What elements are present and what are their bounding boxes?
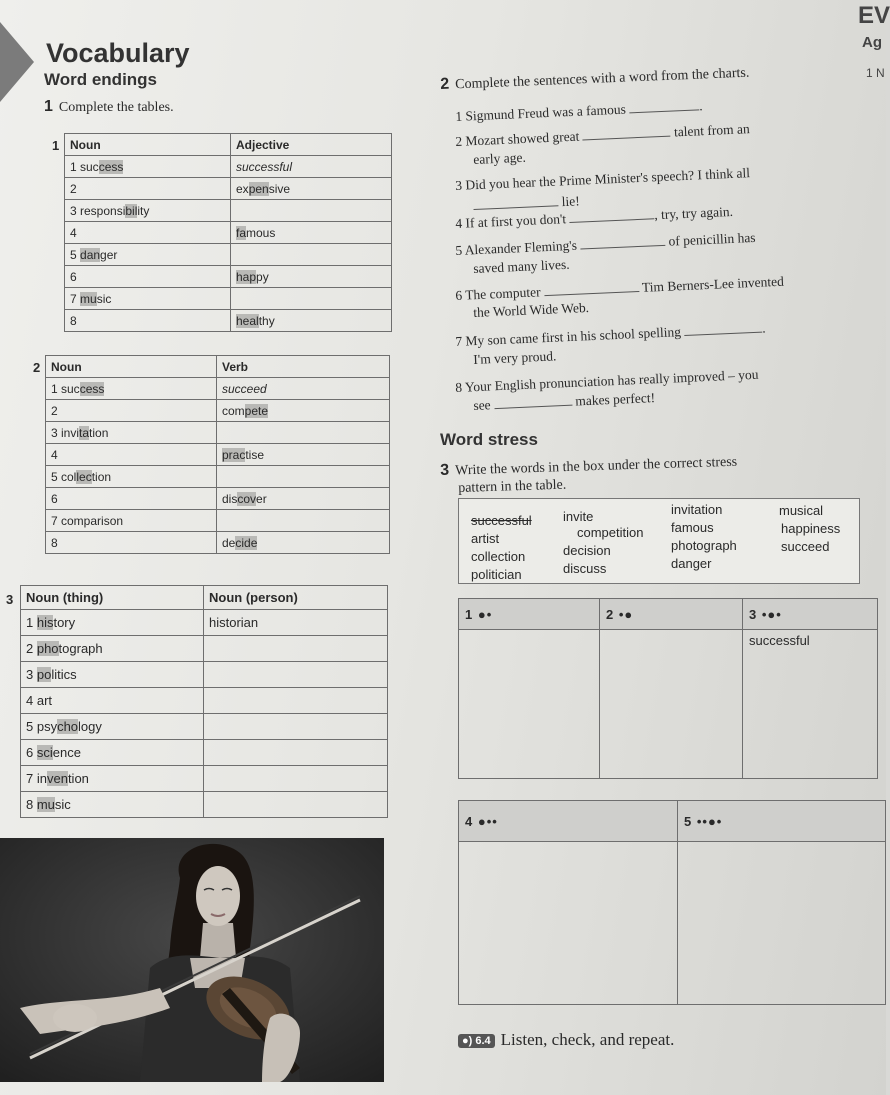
sentence-5 xyxy=(455,229,756,259)
audio-instruction xyxy=(458,1030,674,1050)
sentence-text: . xyxy=(761,320,766,336)
table-1-label: 1 xyxy=(52,138,60,153)
table-3-thing-person xyxy=(20,585,388,818)
sentence-text: , try, try again. xyxy=(654,203,734,223)
noun-cell: 7 comparison xyxy=(46,510,217,532)
table-row xyxy=(65,156,392,178)
thing-cell: 4 art xyxy=(21,688,204,714)
table-row xyxy=(21,740,388,766)
person-answer-cell[interactable] xyxy=(204,792,388,818)
stress-table-top xyxy=(458,598,878,779)
word-item[interactable]: succeed xyxy=(781,539,830,554)
sentence-5-cont: saved many lives. xyxy=(473,256,570,276)
adjective-answer-cell[interactable] xyxy=(231,200,392,222)
table-row xyxy=(46,510,390,532)
sentence-text: talent from an xyxy=(673,121,750,140)
stress-pattern-2: 2 •● xyxy=(600,599,743,630)
noun-cell: 1 success xyxy=(46,378,217,400)
thing-cell: 3 politics xyxy=(21,662,204,688)
table-row xyxy=(65,310,392,332)
table-row xyxy=(65,200,392,222)
sentence-text: Tim Berners-Lee invented xyxy=(641,273,785,295)
stress-header-row xyxy=(459,801,886,842)
sentence-3: 3 Did you hear the Prime Minister's speech? I think all xyxy=(455,165,751,193)
column-header: Adjective xyxy=(231,134,392,156)
exercise-2-number: 2 xyxy=(440,75,450,93)
stress-answer-cell-5[interactable] xyxy=(678,842,886,1005)
verb-cell: discover xyxy=(217,488,390,510)
sentence-text: 4 If at first you don't xyxy=(455,211,567,231)
noun-cell: 3 responsibility xyxy=(65,200,231,222)
stress-pattern-4: 4 ●•• xyxy=(459,801,678,842)
noun-cell: 5 collection xyxy=(46,466,217,488)
table-row xyxy=(46,532,390,554)
exercise-3-heading xyxy=(440,453,737,480)
table-header-row xyxy=(21,586,388,610)
person-answer-cell[interactable] xyxy=(204,662,388,688)
adjective-cell: happy xyxy=(231,266,392,288)
answer-blank[interactable] xyxy=(473,193,558,210)
stress-pattern-1: 1 ●• xyxy=(459,599,600,630)
thing-cell: 5 psychology xyxy=(21,714,204,740)
table-row xyxy=(65,244,392,266)
sentence-1 xyxy=(455,97,703,125)
table-row xyxy=(21,636,388,662)
verb-cell: practise xyxy=(217,444,390,466)
column-header: Noun xyxy=(65,134,231,156)
person-cell: historian xyxy=(204,610,388,636)
exercise-1-number: 1 xyxy=(44,98,53,115)
table-row xyxy=(21,766,388,792)
stress-answer-cell-2[interactable] xyxy=(600,630,743,779)
sentence-8: 8 Your English pronunciation has really improved – you xyxy=(455,366,759,395)
table-row xyxy=(21,714,388,740)
word-item[interactable]: competition xyxy=(577,525,644,540)
sentence-7 xyxy=(455,319,766,350)
word-item[interactable]: danger xyxy=(671,556,712,571)
stress-answer-row xyxy=(459,842,886,1005)
verb-answer-cell[interactable] xyxy=(217,466,390,488)
stress-answer-cell-3[interactable] xyxy=(743,630,878,779)
table-1-noun-adjective xyxy=(64,133,392,332)
noun-answer-cell[interactable]: 8 xyxy=(46,532,217,554)
adjective-answer-cell[interactable] xyxy=(231,244,392,266)
table-3-label: 3 xyxy=(6,592,14,607)
violinist-illustration-icon xyxy=(0,838,384,1082)
person-answer-cell[interactable] xyxy=(204,688,388,714)
person-answer-cell[interactable] xyxy=(204,740,388,766)
table-header-row xyxy=(46,356,390,378)
stress-table-bottom xyxy=(458,800,886,1005)
adjective-cell: expensive xyxy=(231,178,392,200)
exercise-2-instruction: Complete the sentences with a word from the charts. xyxy=(454,65,750,93)
sentence-text: 6 The computer xyxy=(455,284,541,303)
edge-text-2: Ag xyxy=(862,34,882,51)
stress-answer-cell-1[interactable] xyxy=(459,630,600,779)
verb-cell: compete xyxy=(217,400,390,422)
thing-cell: 1 history xyxy=(21,610,204,636)
thing-cell: 7 invention xyxy=(21,766,204,792)
answer-blank[interactable] xyxy=(494,393,572,409)
column-header: Noun xyxy=(46,356,217,378)
answer-blank[interactable] xyxy=(544,279,639,296)
word-stress-heading: Word stress xyxy=(440,430,538,449)
thing-cell: 6 science xyxy=(21,740,204,766)
noun-cell[interactable]: 8 xyxy=(65,310,231,332)
word-item[interactable]: invite xyxy=(563,509,594,524)
adjective-cell: successful xyxy=(231,156,392,178)
thing-cell: 8 music xyxy=(21,792,204,818)
table-row xyxy=(46,422,390,444)
column-header: Verb xyxy=(217,356,390,378)
column-header: Noun (person) xyxy=(204,586,388,610)
sentence-text: . xyxy=(698,98,703,114)
word-item[interactable]: famous xyxy=(671,520,714,535)
exercise-1-heading xyxy=(44,98,174,116)
sentence-2-cont: early age. xyxy=(473,149,527,167)
word-item[interactable]: artist xyxy=(471,531,500,546)
word-item[interactable]: invitation xyxy=(671,502,723,517)
noun-cell: 7 music xyxy=(65,288,231,310)
noun-answer-cell[interactable]: 2 xyxy=(46,400,217,422)
table-row xyxy=(65,178,392,200)
word-item[interactable]: musical xyxy=(779,503,824,518)
table-row xyxy=(65,288,392,310)
sentence-6 xyxy=(455,273,784,304)
table-row xyxy=(46,400,390,422)
stress-header-row xyxy=(459,599,878,630)
exercise-3-number: 3 xyxy=(440,461,450,479)
audio-track-number: 6.4 xyxy=(475,1035,491,1048)
thing-cell: 2 photograph xyxy=(21,636,204,662)
noun-cell[interactable]: 6 xyxy=(65,266,231,288)
noun-cell[interactable]: 4 xyxy=(65,222,231,244)
answer-blank[interactable] xyxy=(580,233,665,250)
person-answer-cell[interactable] xyxy=(204,714,388,740)
sentence-text: of penicillin has xyxy=(668,229,756,249)
audio-instruction-text: Listen, check, and repeat. xyxy=(500,1030,675,1049)
table-2-label: 2 xyxy=(33,360,41,375)
answer-blank[interactable] xyxy=(582,124,670,141)
page-title: Vocabulary xyxy=(46,38,190,68)
exercise-3-instruction-1: Write the words in the box under the correct stress xyxy=(454,454,738,479)
word-item[interactable]: discuss xyxy=(563,561,607,576)
section-tab-icon xyxy=(0,22,34,102)
person-answer-cell[interactable] xyxy=(204,766,388,792)
column-header: Noun (thing) xyxy=(21,586,204,610)
sentence-6-cont: the World Wide Web. xyxy=(473,299,590,320)
stress-answer-row xyxy=(459,630,878,779)
word-item: successful xyxy=(471,513,532,528)
verb-answer-cell[interactable] xyxy=(217,422,390,444)
answer-blank[interactable] xyxy=(569,206,654,223)
verb-answer-cell[interactable] xyxy=(217,510,390,532)
sentence-text: lie! xyxy=(561,193,580,210)
sentence-text: 1 Sigmund Freud was a famous xyxy=(455,101,627,124)
exercise-3-instruction-2: pattern in the table. xyxy=(458,477,567,496)
audio-track-badge[interactable]: ●) 6.4 xyxy=(458,1034,495,1048)
edge-text-3: 1 N xyxy=(866,66,885,80)
word-item[interactable]: politician xyxy=(471,567,522,582)
sentence-text: makes perfect! xyxy=(574,390,656,409)
adjective-answer-cell[interactable] xyxy=(231,288,392,310)
noun-answer-cell[interactable]: 6 xyxy=(46,488,217,510)
word-item[interactable]: collection xyxy=(471,549,526,564)
verb-cell: succeed xyxy=(217,378,390,400)
table-row xyxy=(65,266,392,288)
stress-pattern-3: 3 •●• xyxy=(743,599,878,630)
table-row xyxy=(21,688,388,714)
sentence-text: 2 Mozart showed great xyxy=(455,128,580,149)
exercise-1-instruction: Complete the tables. xyxy=(58,100,174,115)
example-answer: successful xyxy=(749,633,810,648)
noun-cell: 5 danger xyxy=(65,244,231,266)
sentence-text: 5 Alexander Fleming's xyxy=(455,237,578,258)
sentence-text: 7 My son came first in his school spelling xyxy=(455,324,682,349)
sentence-2 xyxy=(455,120,750,150)
adjective-cell: famous xyxy=(231,222,392,244)
noun-cell[interactable]: 2 xyxy=(65,178,231,200)
table-row xyxy=(46,444,390,466)
table-row xyxy=(21,792,388,818)
person-answer-cell[interactable] xyxy=(204,636,388,662)
edge-text-1: EV xyxy=(858,2,890,29)
violinist-photo xyxy=(0,838,384,1082)
answer-blank[interactable] xyxy=(629,97,700,113)
exercise-2-heading xyxy=(440,64,750,94)
table-header-row xyxy=(65,134,392,156)
table-row xyxy=(46,466,390,488)
adjective-cell: healthy xyxy=(231,310,392,332)
word-item[interactable]: happiness xyxy=(781,521,841,536)
verb-cell: decide xyxy=(217,532,390,554)
table-row xyxy=(46,378,390,400)
sentence-text: see xyxy=(473,397,491,413)
section-subtitle: Word endings xyxy=(44,70,158,89)
table-row xyxy=(65,222,392,244)
word-item[interactable]: photograph xyxy=(671,538,737,553)
sentence-7-cont: I'm very proud. xyxy=(473,348,557,367)
noun-answer-cell[interactable]: 4 xyxy=(46,444,217,466)
noun-cell: 1 success xyxy=(65,156,231,178)
noun-cell: 3 invitation xyxy=(46,422,217,444)
table-2-noun-verb xyxy=(45,355,390,554)
word-item[interactable]: decision xyxy=(563,543,611,558)
table-row xyxy=(21,610,388,636)
word-box xyxy=(458,498,860,584)
table-row xyxy=(21,662,388,688)
table-row xyxy=(46,488,390,510)
answer-blank[interactable] xyxy=(684,320,762,336)
stress-pattern-5: 5 ••●• xyxy=(678,801,886,842)
stress-answer-cell-4[interactable] xyxy=(459,842,678,1005)
